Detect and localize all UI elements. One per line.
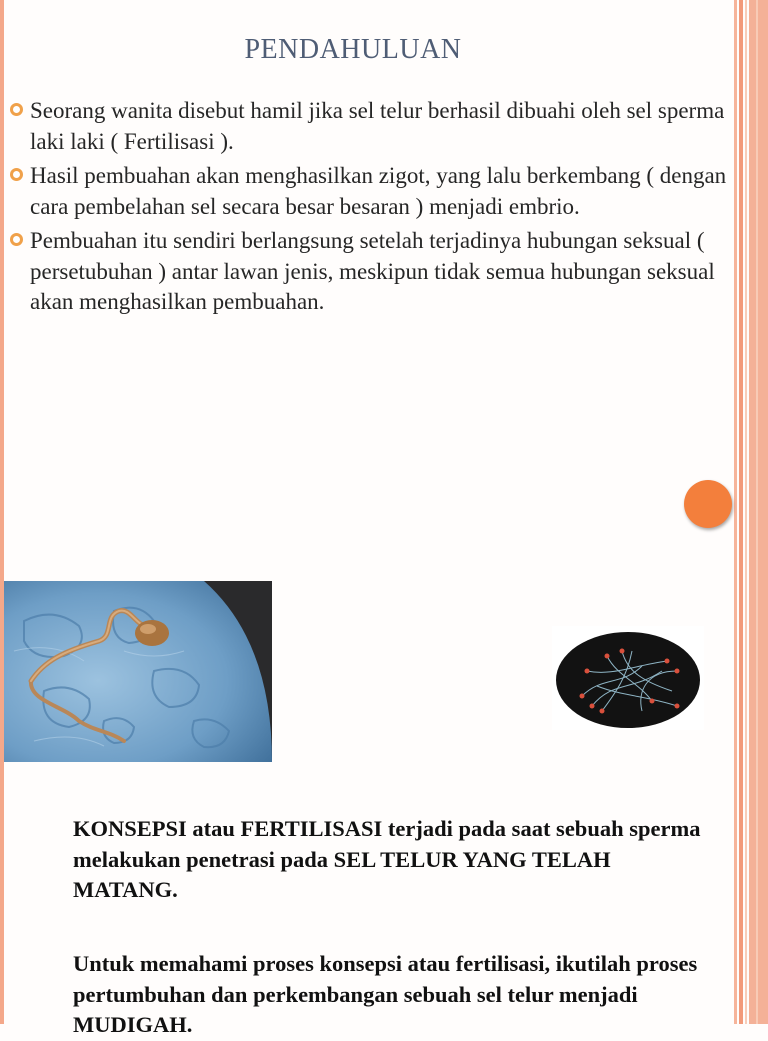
ring-bullet-icon [10,103,23,116]
memahami-paragraph: Untuk memahami proses konsepsi atau fertilisasi, ikutilah proses pertumbuhan dan perkembangan sebuah sel telur menjadi MUDIGAH. [73,951,698,1037]
decorative-orange-circle [684,480,732,528]
sperm-cells-image [552,626,704,730]
bullet-text: Pembuahan itu sendiri berlangsung setelah terjadinya hubungan seksual ( persetubuhan ) antar lawan jenis, meskipun tidak semua hubungan seksual akan menghasilkan pembuahan. [30,228,715,314]
bullet-item [8,161,743,222]
bullet-text: Hasil pembuahan akan menghasilkan zigot, yang lalu berkembang ( dengan cara pembelahan sel secara besar besaran ) menjadi embrio. [30,163,727,219]
bullet-text: Seorang wanita disebut hamil jika sel telur berhasil dibuahi oleh sel sperma laki laki ( Fertilisasi ). [30,98,725,154]
ring-bullet-icon [10,168,23,181]
slide-title: PENDAHULUAN [244,34,462,65]
left-edge-stripe [0,0,4,1024]
ring-bullet-icon [10,233,23,246]
bullet-item [8,226,743,318]
bullet-item [8,96,743,157]
konsepsi-paragraph: KONSEPSI atau FERTILISASI terjadi pada saat sebuah sperma melakukan penetrasi pada SEL TELUR YANG TELAH MATANG. [73,816,701,902]
sperm-on-egg-image [4,581,272,762]
bullet-list [8,96,743,322]
